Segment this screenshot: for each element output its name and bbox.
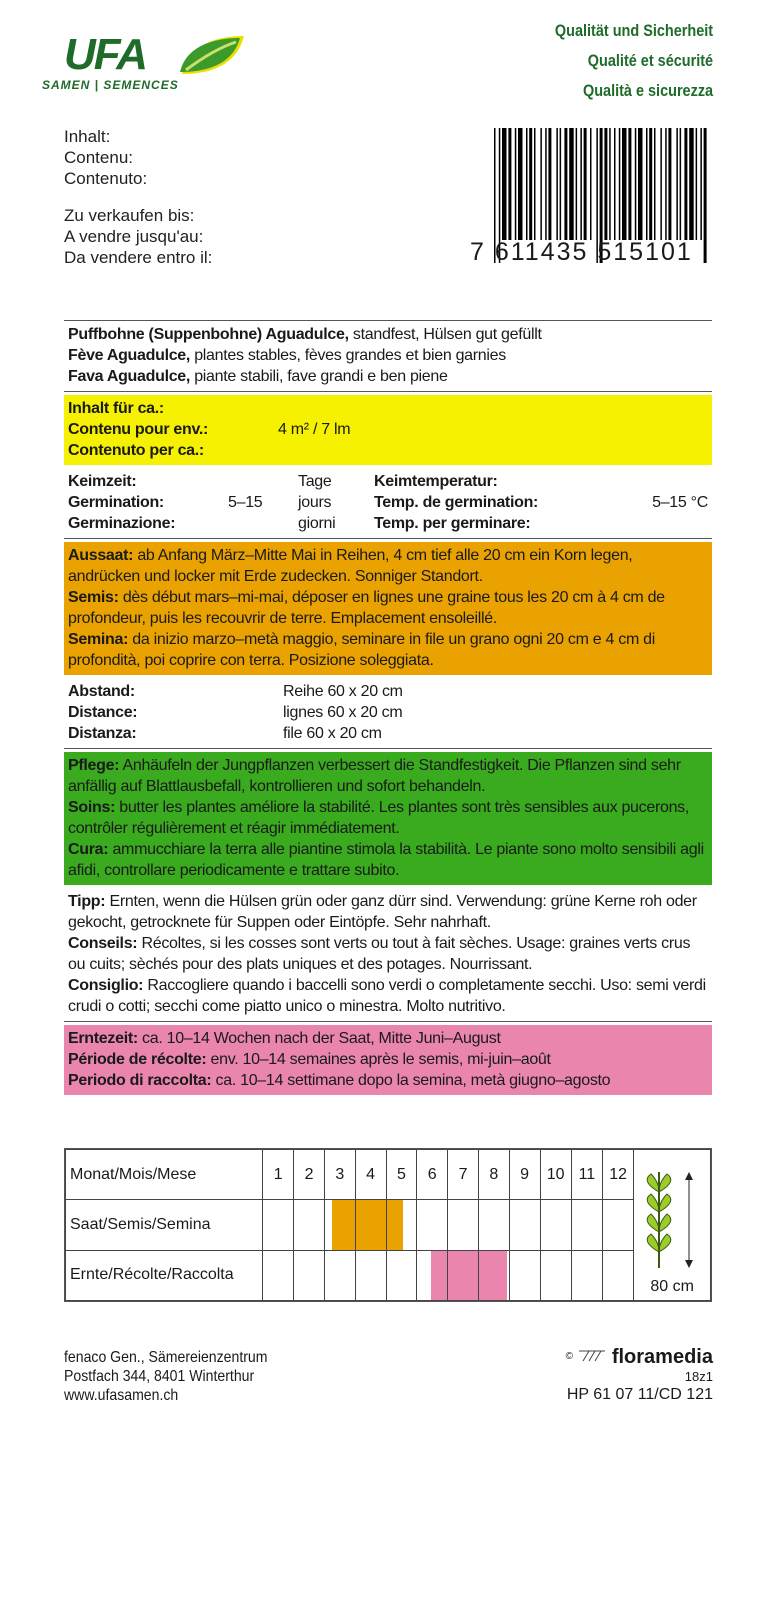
plant-height-cell — [634, 1150, 711, 1301]
calendar-cell — [540, 1200, 571, 1250]
website-link[interactable]: www.ufasamen.ch — [64, 1387, 179, 1404]
sowing-text: da inizio marzo–metà maggio, seminare in file un grano ogni 20 cm e 4 cm di profondità, poi coprire con terra. Posizione soleggiata. — [68, 631, 655, 669]
unit: jours — [298, 494, 332, 511]
calendar-cell — [263, 1250, 294, 1300]
address-line: Postfach 344, 8401 Winterthur — [64, 1368, 255, 1385]
germination-section — [64, 468, 712, 539]
leaf-icon — [178, 34, 246, 76]
harvest-text: env. 10–14 semaines après le semis, mi-juin–août — [206, 1051, 551, 1068]
address — [64, 1348, 267, 1405]
sowing-period-fill — [356, 1200, 386, 1249]
care-label: Soins: — [68, 799, 116, 816]
month-6: 6 — [417, 1150, 448, 1200]
spacing-value: lignes 60 x 20 cm — [283, 704, 403, 721]
barcode-number: 7 611435 515101 — [470, 238, 693, 266]
month-5: 5 — [386, 1150, 417, 1200]
month-11: 11 — [571, 1150, 602, 1200]
calendar-cell — [324, 1250, 355, 1300]
calendar-cell — [324, 1200, 355, 1250]
title-it-text: piante stabili, fave grandi e ben piene — [190, 368, 448, 385]
spacing-value: Reihe 60 x 20 cm — [283, 683, 403, 700]
month-1: 1 — [263, 1150, 294, 1200]
calendar-cell — [571, 1200, 602, 1250]
calendar-cell — [417, 1200, 448, 1250]
month-10: 10 — [540, 1150, 571, 1200]
calendar-cell — [386, 1200, 417, 1250]
print-code: 18z1 — [684, 1369, 713, 1384]
title-de: Puffbohne (Suppenbohne) Aguadulce, — [68, 326, 349, 343]
calendar-cell — [571, 1250, 602, 1300]
harvest-label: Periodo di raccolta: — [68, 1072, 212, 1089]
tips-label: Consiglio: — [68, 977, 144, 994]
month-2: 2 — [294, 1150, 325, 1200]
sowing-label: Aussaat: — [68, 547, 134, 564]
care-text: butter les plantes améliore la stabilité. Les plantes sont très sensibles aux pucerons, contrôler régulièrement et réagir immédiatement. — [68, 799, 690, 837]
info-sections — [64, 320, 712, 1098]
sowing-period-fill — [387, 1200, 403, 1249]
barcode — [470, 128, 712, 268]
temp-label: Keimtemperatur: — [374, 473, 498, 490]
publisher-name: floramedia — [611, 1346, 713, 1368]
calendar-cell — [294, 1200, 325, 1250]
copyright: © — [565, 1351, 573, 1362]
month-4: 4 — [355, 1150, 386, 1200]
month-8: 8 — [478, 1150, 509, 1200]
quality-de: Qualität und Sicherheit — [554, 21, 713, 40]
calendar-cell — [509, 1200, 540, 1250]
calendar-cell — [417, 1250, 448, 1300]
harvest-text: ca. 10–14 Wochen nach der Saat, Mitte Juni–August — [137, 1030, 501, 1047]
floramedia-logo-icon — [577, 1349, 607, 1363]
calendar-cell — [603, 1200, 634, 1250]
calendar-cell — [263, 1200, 294, 1250]
sowing-text: dès début mars–mi-mai, déposer en lignes une graine tous les 20 cm à 4 cm de profondeur, puis les recouvrir de terre. Emplacement ensoleillé. — [68, 589, 665, 627]
contents-label: Contenu: — [64, 148, 133, 167]
care-label: Cura: — [68, 841, 109, 858]
quality-slogan — [555, 16, 713, 106]
spacing-value: file 60 x 20 cm — [283, 725, 382, 742]
unit: Tage — [298, 473, 332, 490]
tips-text: Ernten, wenn die Hülsen grün oder ganz dürr sind. Verwendung: grüne Kerne roh oder gekocht, getrocknete für Suppen oder Eintöpfe. Sehr nahrhaft. — [68, 893, 697, 931]
quality-fr: Qualité et sécurité — [587, 51, 713, 70]
title-fr-text: plantes stables, fèves grandes et bien garnies — [190, 347, 506, 364]
calendar-cell — [355, 1200, 386, 1250]
variety-title — [64, 321, 712, 392]
tips-text: Raccogliere quando i baccelli sono verdi o completamente secchi. Uso: semi verdi crudi o cotti; secchi come piatto unico o minestra. Molto nutritivo. — [68, 977, 706, 1015]
coverage-value: 4 m² / 7 lm — [278, 421, 351, 438]
calendar-cell — [448, 1200, 479, 1250]
coverage-label: Contenu pour env.: — [68, 421, 209, 438]
calendar-table — [64, 1148, 712, 1302]
harvest-period-fill — [431, 1251, 447, 1300]
month-3: 3 — [324, 1150, 355, 1200]
calendar-cell — [540, 1250, 571, 1300]
germination-days: 5–15 — [228, 494, 263, 511]
coverage-label: Contenuto per ca.: — [68, 442, 204, 459]
contents-label: Contenuto: — [64, 169, 148, 188]
contents-block — [64, 126, 212, 268]
sowing-text: ab Anfang März–Mitte Mai in Reihen, 4 cm tief alle 20 cm ein Korn legen, andrücken und locker mit Erde zudecken. Sonniger Standort. — [68, 547, 633, 585]
calendar-cell — [386, 1250, 417, 1300]
sell-by-label: Zu verkaufen bis: — [64, 206, 195, 225]
tips-section — [64, 888, 712, 1022]
ufa-logo — [40, 30, 250, 92]
sell-by-label: A vendre jusqu'au: — [64, 227, 204, 246]
calendar-cell — [294, 1250, 325, 1300]
month-12: 12 — [603, 1150, 634, 1200]
sell-by-label: Da vendere entro il: — [64, 248, 213, 267]
germination-label: Keimzeit: — [68, 473, 137, 490]
care-label: Pflege: — [68, 757, 120, 774]
coverage-label: Inhalt für ca.: — [68, 400, 164, 417]
harvest-section — [64, 1025, 712, 1095]
month-7: 7 — [448, 1150, 479, 1200]
calendar-header-label: Monat/Mois/Mese — [66, 1150, 263, 1200]
sowing-label: Semina: — [68, 631, 129, 648]
care-text: ammucchiare la terra alle piantine stimola la stabilità. Le piante sono molto sensibili agli afidi, controllare periodicamente e trattare subito. — [68, 841, 704, 879]
calendar-cell — [478, 1250, 509, 1300]
logo-subtitle: SAMEN | SEMENCES — [42, 78, 179, 92]
harvest-period-fill — [448, 1251, 478, 1300]
sowing-label: Semis: — [68, 589, 119, 606]
plant-height: 80 cm — [650, 1278, 694, 1295]
temp-label: Temp. per germinare: — [374, 515, 531, 532]
calendar-cell — [478, 1200, 509, 1250]
publisher-info — [566, 1348, 713, 1404]
title-it: Fava Aguadulce, — [68, 368, 191, 385]
sowing-row-label: Saat/Semis/Semina — [66, 1200, 263, 1250]
calendar-cell — [448, 1250, 479, 1300]
tips-label: Conseils: — [68, 935, 138, 952]
title-de-text: standfest, Hülsen gut gefüllt — [348, 326, 542, 343]
coverage-section — [64, 395, 712, 465]
spacing-label: Distance: — [68, 704, 138, 721]
harvest-label: Période de récolte: — [68, 1051, 207, 1068]
care-text: Anhäufeln der Jungpflanzen verbessert die Standfestigkeit. Die Pflanzen sind sehr anfällig auf Blattlausbefall, kontrollieren und sofort behandeln. — [68, 757, 681, 795]
product-code: HP 61 07 11/CD 121 — [566, 1386, 713, 1403]
calendar-cell — [509, 1250, 540, 1300]
germination-temp: 5–15 °C — [652, 494, 708, 511]
harvest-row-label: Ernte/Récolte/Raccolta — [66, 1250, 263, 1300]
tips-text: Récoltes, si les cosses sont verts ou tout à fait sèches. Usage: graines verts crus ou cuits; sèchés pour des plats uniques et des potages. Nourrissant. — [68, 935, 691, 973]
address-line: fenaco Gen., Sämereienzentrum — [64, 1349, 268, 1366]
logo-text: UFA — [64, 30, 146, 79]
tips-label: Tipp: — [68, 893, 106, 910]
spacing-label: Abstand: — [68, 683, 135, 700]
care-section — [64, 752, 712, 885]
sowing-section — [64, 542, 712, 675]
calendar-cell — [355, 1250, 386, 1300]
title-fr: Fève Aguadulce, — [68, 347, 191, 364]
sowing-period-fill — [332, 1200, 354, 1249]
germination-label: Germinazione: — [68, 515, 176, 532]
harvest-text: ca. 10–14 settimane dopo la semina, metà giugno–agosto — [211, 1072, 611, 1089]
harvest-label: Erntezeit: — [68, 1030, 138, 1047]
germination-label: Germination: — [68, 494, 164, 511]
spacing-section — [64, 678, 712, 749]
harvest-period-fill — [479, 1251, 507, 1300]
calendar-cell — [603, 1250, 634, 1300]
spacing-label: Distanza: — [68, 725, 137, 742]
contents-label: Inhalt: — [64, 127, 111, 146]
unit: giorni — [298, 515, 336, 532]
plant-icon — [637, 1168, 707, 1278]
quality-it: Qualità e sicurezza — [582, 81, 713, 100]
temp-label: Temp. de germination: — [374, 494, 539, 511]
month-9: 9 — [509, 1150, 540, 1200]
